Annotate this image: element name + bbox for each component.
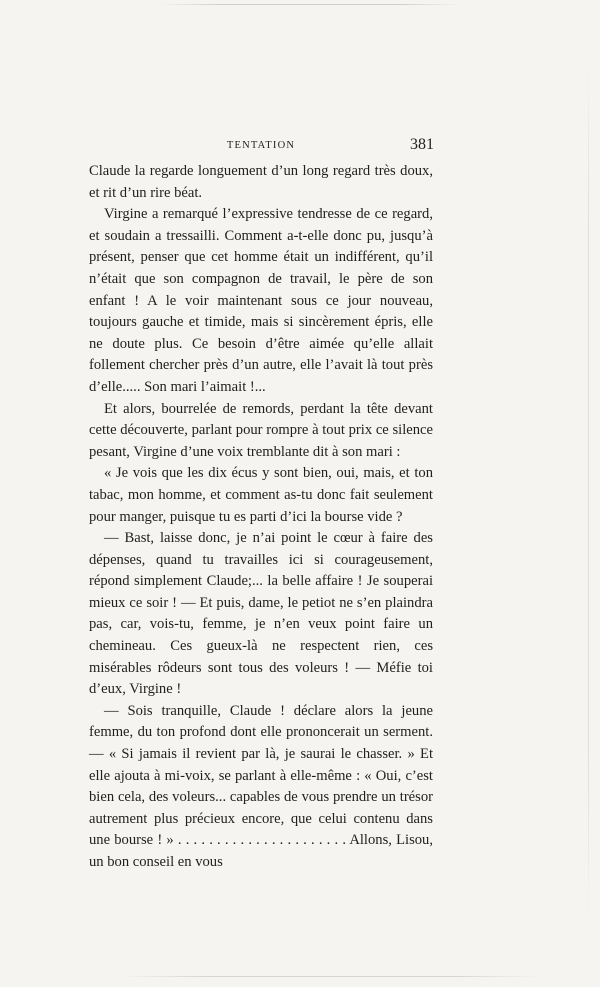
page-edge-right [588,60,589,920]
page-number: 381 [410,136,434,153]
running-title: TENTATION [226,140,296,151]
paragraph: Claude la regarde longuement d’un long regard très doux, et rit d’un rire béat. [89,163,433,201]
paragraph: « Je vois que les dix écus y sont bien, oui, mais, et ton tabac, mon homme, et comment as-tu donc fait seulement pour manger, puisque tu es parti d’ici la bourse vide ? [89,465,433,525]
running-head [88,136,434,158]
paragraph: Virgine a remarqué l’expressive tendresse de ce regard, et soudain a tressailli. Comment a-t-elle donc pu, jusqu’à présent, penser que cet homme était un indifférent, qu’il n’était que son compagnon de travail, le père de son enfant ! A le voir maintenant sous ce jour nouveau, toujours gauche et timide, mais si sincèrement épris, elle ne doute plus. Ce besoin d’être aimée qu’elle allait follement chercher près d’un autre, elle l’avait là tout près d’elle..... Son mari l’aimait !... [89,206,433,395]
body-text [89,161,433,874]
paragraph: — Bast, laisse donc, je n’ai point le cœur à faire des dépenses, quand tu travailles ici si courageusement, répond simplement Claude;... la belle affaire ! Je souperai mieux ce soir ! — Et puis, dame, le petiot ne s’en plaindra pas, car, vois-tu, femme, je n’en veux point faire un chemineau. Ces gueux-là ne respectent rien, ces misérables rôdeurs sont tous des voleurs ! — Méfie toi d’eux, Virgine ! [89,530,433,698]
paragraph: Et alors, bourrelée de remords, perdant la tête devant cette découverte, parlant pour rompre à tout prix ce silence pesant, Virgine d’une voix tremblante dit à son mari : [89,400,433,460]
page-edge-bottom [120,976,540,977]
paragraph: — Sois tranquille, Claude ! déclare alors la jeune femme, du ton profond dont elle prononcerait un serment. — « Si jamais il revient par là, je saurai le chasser. » Et elle ajouta à mi-voix, se parlant à elle-même : « Oui, c’est bien cela, des voleurs... capables de vous prendre un trésor autrement plus précieux encore, que celui contenu dans une bourse ! » . . . . . . . . . . . . . . . . . . . . . . Allons, Lisou, un bon conseil en vous [89,702,433,870]
page-edge-top [160,4,460,5]
